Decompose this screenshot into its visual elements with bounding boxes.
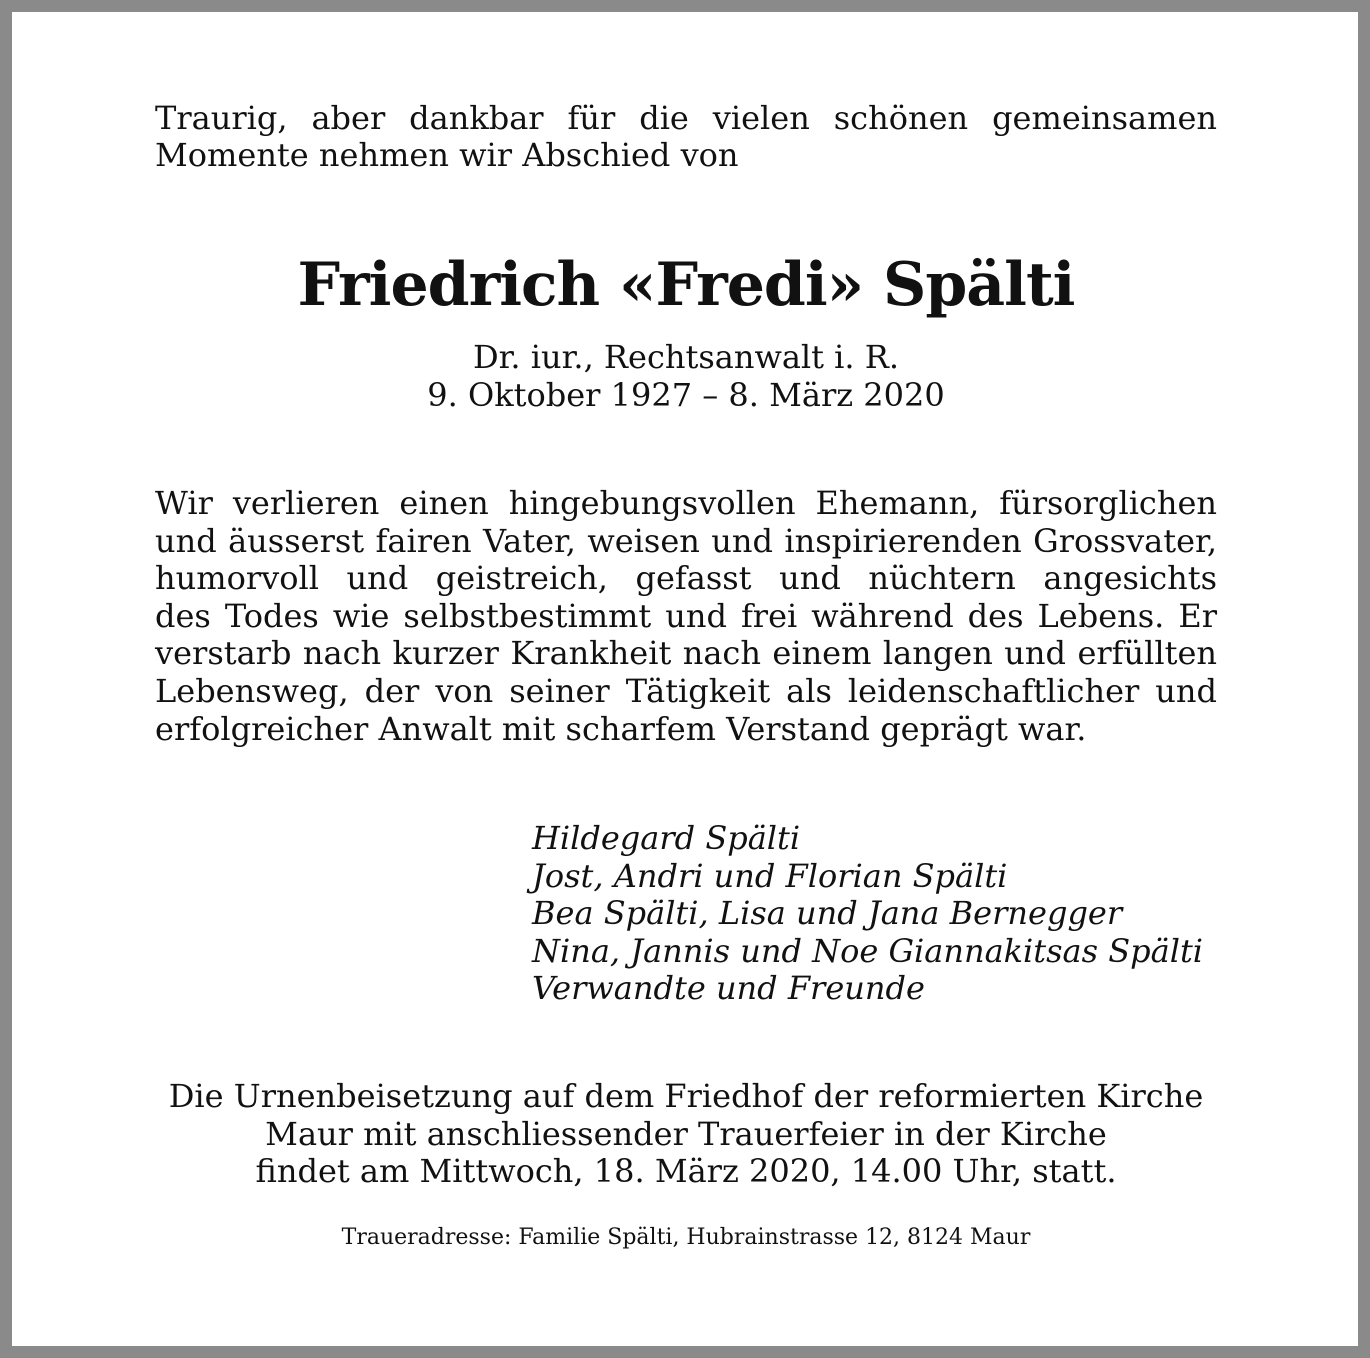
mourner-entry: Jost, Andri und Florian Spälti [532,856,1008,895]
tribute-text [155,485,1217,748]
deceased-title: Dr. iur., Rechtsanwalt i. R. [472,338,900,376]
mourner-entry: Verwandte und Freunde [532,969,925,1007]
mourning-address: Traueradresse: Familie Spälti, Hubrainstrasse 12, 8124 Maur [341,1225,1031,1250]
intro-line-1: Traurig, aber dankbar für die vielen schönen gemeinsamen [155,99,1217,137]
ceremony-line: Die Urnenbeisetzung auf dem Friedhof der reformierten Kirche [168,1077,1204,1115]
tribute-line: Lebensweg, der von seiner Tätigkeit als leidenschaftlicher und [155,671,1217,710]
intro-line-2: Momente nehmen wir Abschied von [155,136,739,174]
ceremony-info [155,1078,1217,1191]
ceremony-line: Maur mit anschliessender Trauerfeier in der Kirche [265,1114,1107,1153]
tribute-line: des Todes wie selbstbestimmt und frei während des Lebens. Er [155,596,1217,635]
ceremony-line: findet am Mittwoch, 18. März 2020, 14.00 Uhr, statt. [255,1152,1117,1190]
obituary-notice [155,99,1217,1250]
tribute-line: erfolgreicher Anwalt mit scharfem Verstand geprägt war. [155,709,1087,748]
mourner-entry: Nina, Jannis und Noe Giannakitsas Spälti [532,931,1204,970]
tribute-line: verstarb nach kurzer Krankheit nach einem langen und erfüllten [155,634,1217,673]
life-dates: 9. Oktober 1927 – 8. März 2020 [427,376,945,414]
mourners-list [532,820,1203,1008]
intro-text [155,100,1217,174]
tribute-line: humorvoll und geistreich, gefasst und nüchtern angesichts [155,559,1217,598]
tribute-line: Wir verlieren einen hingebungsvollen Ehemann, fürsorglichen [155,484,1217,522]
mourner-entry: Hildegard Spälti [532,819,801,857]
deceased-name: Friedrich «Fredi» Spälti [297,250,1075,320]
tribute-line: und äusserst fairen Vater, weisen und inspirierenden Grossvater, [155,521,1217,560]
mourner-entry: Bea Spälti, Lisa und Jana Bernegger [532,894,1123,932]
